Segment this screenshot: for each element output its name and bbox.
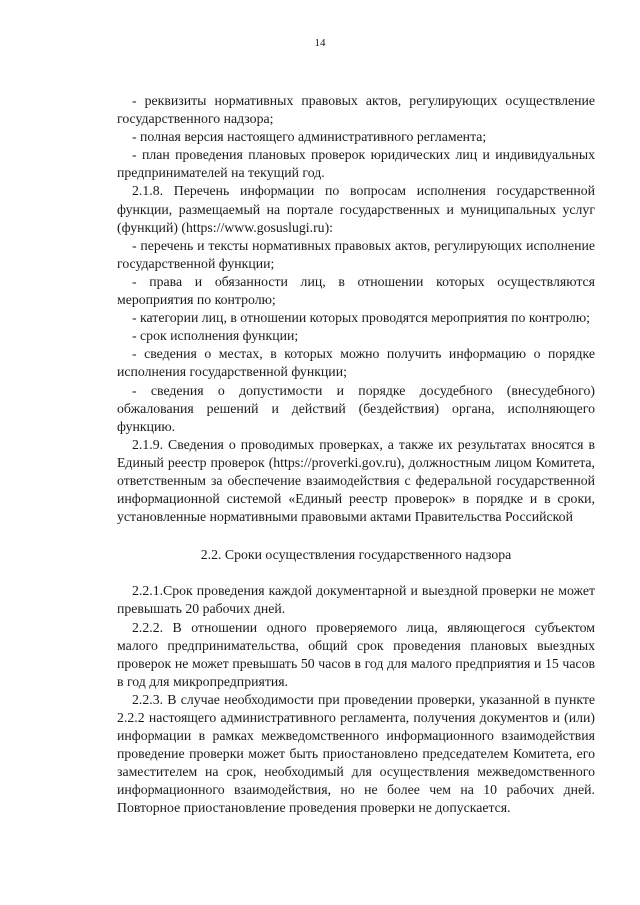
list-item-rights-duties: - права и обязанности лиц, в отношении которых осуществляются мероприятия по контролю; <box>117 273 595 308</box>
list-item-appeal: - сведения о допустимости и порядке досудебного (внесудебного) обжалования решений и действий (бездействия) органа, исполняющего функцию. <box>117 382 595 434</box>
list-item-places: - сведения о местах, в которых можно получить информацию о порядке исполнения государственной функции; <box>117 346 595 380</box>
list-item-regulatory-details: - реквизиты нормативных правовых актов, регулирующих осуществление государственного надзора; <box>117 93 595 127</box>
list-item-categories: - категории лиц, в отношении которых проводятся мероприятия по контролю; <box>132 310 590 326</box>
list-item-term: - срок исполнения функции; <box>132 328 299 344</box>
page-number: 14 <box>314 37 326 49</box>
paragraph-2-2-1: 2.2.1.Срок проведения каждой документарной и выездной проверки не может превышать 20 рабочих дней. <box>117 583 595 617</box>
document-body <box>117 92 595 818</box>
list-item-inspection-plan: - план проведения плановых проверок юридических лиц и индивидуальных предпринимателей на текущий год. <box>117 147 595 181</box>
paragraph-2-1-9: 2.1.9. Сведения о проводимых проверках, а также их результатах вносятся в Единый реестр проверок (https://proverki.gov.ru), должностным лицом Комитета, ответственным за обеспечение взаимодействия с федеральной государственной информационной системой «Единый реестр проверок» в порядке и в сроки, установленные нормативными правовыми актами Правительства Российской <box>117 436 595 525</box>
list-item-full-regulation: - полная версия настоящего административного регламента; <box>132 129 487 145</box>
section-heading-2-2: 2.2. Сроки осуществления государственного надзора <box>200 547 512 563</box>
paragraph-2-2-3: 2.2.3. В случае необходимости при проведении проверки, указанной в пункте 2.2.2 настоящего административного регламента, получения документов и (или) информации в рамках межведомственного информационного взаимодействия проведение проверки может быть приостановлено председателем Комитета, его заместителем на срок, необходимый для осуществления межведомственного информационного взаимодействия, но не более чем на 10 рабочих дней. Повторное приостановление проведения проверки не допускается. <box>117 691 595 816</box>
paragraph-2-2-2: 2.2.2. В отношении одного проверяемого лица, являющегося субъектом малого предпринимательства, общий срок проведения плановых выездных проверок не может превышать 50 часов в год для малого предприятия и 15 часов в год для микропредприятия. <box>117 619 595 689</box>
paragraph-2-1-8: 2.1.8. Перечень информации по вопросам исполнения государственной функции, размещаемый на портале государственных и муниципальных услуг (функций) (https://www.gosuslugi.ru): <box>117 183 595 235</box>
list-item-normative-texts: - перечень и тексты нормативных правовых актов, регулирующих исполнение государственной функции; <box>117 237 595 271</box>
